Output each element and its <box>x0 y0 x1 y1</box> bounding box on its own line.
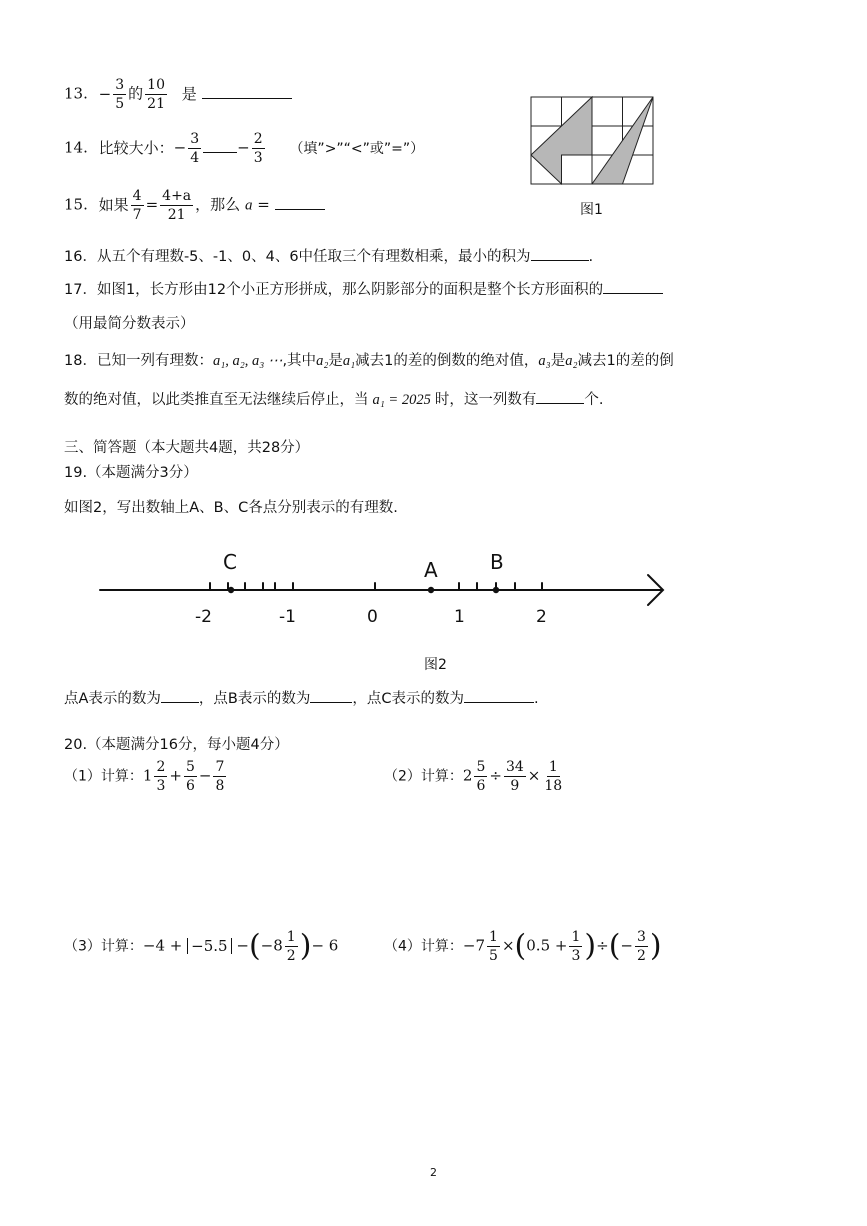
q16-text: 16．从五个有理数-5、-1、0、4、6中任取三个有理数相乘，最小的积为 <box>64 249 531 265</box>
tick-label-2: 2 <box>536 607 547 627</box>
q13-fraction-1: $\frac{3}{5}$ <box>115 77 125 112</box>
tick-label-1: 1 <box>454 607 465 627</box>
q18-intro: 18．已知一列有理数： <box>64 353 213 369</box>
q20-p2-frac-a: $\frac{5}{6}$ <box>476 759 486 794</box>
section-3-title: 三、简答题（本大题共4题，共28分） <box>64 440 310 456</box>
q20-p3-left-paren: ( <box>248 928 261 964</box>
q20-p1-plus: + <box>169 766 182 785</box>
q16-answer-blank[interactable] <box>531 246 589 261</box>
q14-label: 比较大小： <box>98 138 174 157</box>
point-a-label: A <box>424 558 438 582</box>
question-17 <box>64 278 663 299</box>
tick-label-neg1: -1 <box>279 607 296 627</box>
q17-note: （用最简分数表示） <box>64 316 195 332</box>
q18-line-2-text: 数的绝对值，以此类推直至无法继续后停止，当 <box>64 392 369 408</box>
q18-is: 是 <box>328 353 343 369</box>
q13-is: 是 <box>181 84 197 103</box>
q15-fraction-1: $\frac{4}{7}$ <box>132 188 142 223</box>
q18-is-2: 是 <box>550 353 566 369</box>
q18-answer-blank[interactable] <box>536 389 584 404</box>
q20-p3-label: （3）计算： <box>64 938 143 955</box>
q18-condition: a₁ = 2025 <box>372 392 431 408</box>
point-b-label: B <box>490 550 504 574</box>
q20-p1-frac-b: $\frac{5}{6}$ <box>185 759 195 794</box>
q13-number: 13. <box>64 84 88 103</box>
question-13 <box>64 78 292 111</box>
q18-def-2: 减去1的差的倒 <box>577 353 674 369</box>
q19-text: 如图2，写出数轴上A、B、C各点分别表示的有理数. <box>64 500 398 516</box>
q15-post: ，那么 <box>195 195 241 214</box>
q20-p3-right-paren: ) <box>299 928 312 964</box>
q19-answer-a-label: 点A表示的数为 <box>64 691 161 707</box>
q20-p1-whole: 1 <box>142 766 153 785</box>
q20-p3-inner: −8 <box>260 936 283 955</box>
q20-p4-inner: 0.5 + <box>526 936 568 955</box>
q20-p2-frac-c: $\frac{1}{18}$ <box>544 759 563 794</box>
q14-number: 14. <box>64 138 88 157</box>
q17-answer-blank[interactable] <box>603 279 663 294</box>
q15-variable: a <box>244 197 253 214</box>
q16-end: . <box>588 249 594 265</box>
q14-minus-1: − <box>173 138 187 157</box>
q20-p3-expr-1: −4 + <box>142 936 183 955</box>
q20-p4-minus: − <box>620 936 633 955</box>
q13-answer-blank[interactable] <box>202 84 292 99</box>
q18-line-2-mid: 时，这一列数有 <box>434 392 537 408</box>
figure-2-caption: 图2 <box>424 657 447 673</box>
q18-line-2-end: 个. <box>584 392 604 408</box>
q20-p1-minus: − <box>198 766 212 785</box>
q20-p4-times: × <box>501 936 515 955</box>
q18-where: ,其中 <box>282 353 317 369</box>
q20-p1-label: （1）计算： <box>64 768 143 785</box>
q20-p3-tail: − 6 <box>311 936 339 955</box>
figure-1-caption: 图1 <box>580 202 603 218</box>
q15-equals: = <box>145 195 159 214</box>
q18-def-1: 减去1的差的倒数的绝对值， <box>355 353 539 369</box>
q18-a2: a₂ <box>316 353 329 369</box>
q20-p4-right-paren-1: ) <box>584 928 597 964</box>
q19-answer-a-blank[interactable] <box>161 688 199 703</box>
q19-answer-c-blank[interactable] <box>464 688 534 703</box>
q14-fraction-1: $\frac{3}{4}$ <box>190 131 200 166</box>
point-a-dot <box>428 587 434 593</box>
q15-answer-blank[interactable] <box>275 195 325 210</box>
tick-label-neg2: -2 <box>195 607 212 627</box>
q20-header: 20.（本题满分16分，每小题4分） <box>64 737 289 753</box>
q20-p4-left-paren-2: ( <box>608 928 621 964</box>
q20-p4-frac-a: $\frac{1}{5}$ <box>489 929 498 964</box>
q14-fraction-2: $\frac{2}{3}$ <box>253 131 263 166</box>
q20-p3-minus: − <box>236 936 249 955</box>
q20-p4-frac-b: $\frac{1}{3}$ <box>571 929 581 964</box>
q14-minus-2: − <box>237 138 250 157</box>
q20-p2-divide: ÷ <box>489 766 502 785</box>
q15-pre: 如果 <box>98 195 129 214</box>
question-18-line-1 <box>64 349 674 370</box>
q13-minus: − <box>98 84 112 103</box>
q15-equals-2: = <box>257 195 270 214</box>
q19-answers <box>64 687 539 708</box>
q20-p2-times: × <box>527 766 541 785</box>
question-16 <box>64 245 593 266</box>
q20-p4-left-paren-1: ( <box>514 928 527 964</box>
q13-fraction-2: $\frac{10}{21}$ <box>147 77 165 112</box>
q20-p1-frac-c: $\frac{7}{8}$ <box>215 759 225 794</box>
q19-end: . <box>534 691 539 707</box>
q18-sequence: a₁, a₂, a₃ ⋯ <box>212 353 283 369</box>
q20-p4-lead: −7 <box>462 936 486 955</box>
q18-a3: a₃ <box>538 353 551 369</box>
question-14 <box>64 132 424 165</box>
figure-1-grid <box>530 96 656 186</box>
q20-p3-absolute-value: −5.5 <box>187 938 231 955</box>
question-18-line-2 <box>64 388 603 409</box>
q20-p4-divide: ÷ <box>596 936 609 955</box>
q20-p2-label: （2）计算： <box>384 768 463 785</box>
q14-hint: （填”>”“<”或”=”） <box>289 140 425 157</box>
page-number: 2 <box>430 1166 437 1179</box>
q19-answer-c-label: ，点C表示的数为 <box>352 691 464 707</box>
q17-text: 17．如图1，长方形由12个小正方形拼成，那么阴影部分的面积是整个长方形面积的 <box>64 282 604 298</box>
q20-p2-frac-b: $\frac{34}{9}$ <box>505 759 524 794</box>
q20-part-1 <box>64 760 228 793</box>
q20-p3-frac: $\frac{1}{2}$ <box>286 929 296 964</box>
q20-p1-frac-a: $\frac{2}{3}$ <box>156 759 166 794</box>
question-15 <box>64 189 325 222</box>
q20-p2-whole: 2 <box>462 766 473 785</box>
q19-header: 19.（本题满分3分） <box>64 465 198 481</box>
q18-a2-b: a₂ <box>565 353 578 369</box>
q20-part-3 <box>64 930 338 963</box>
q13-de: 的 <box>128 84 144 103</box>
q20-p4-frac-c: $\frac{3}{2}$ <box>636 929 646 964</box>
q19-answer-b-label: ，点B表示的数为 <box>198 691 311 707</box>
q14-answer-blank[interactable] <box>203 138 237 153</box>
q18-a1: a₁ <box>342 353 356 369</box>
q20-p4-label: （4）计算： <box>384 938 463 955</box>
q15-number: 15. <box>64 195 88 214</box>
point-b-dot <box>493 587 499 593</box>
q19-answer-b-blank[interactable] <box>310 688 352 703</box>
point-c-label: C <box>223 550 237 574</box>
q15-fraction-2: $\frac{4+a}{21}$ <box>162 188 192 223</box>
q20-part-2 <box>384 760 566 793</box>
q20-part-4 <box>384 930 662 963</box>
figure-2-number-line <box>95 545 670 635</box>
tick-label-0: 0 <box>367 607 378 627</box>
point-c-dot <box>228 587 234 593</box>
q20-p4-right-paren-2: ) <box>649 928 662 964</box>
